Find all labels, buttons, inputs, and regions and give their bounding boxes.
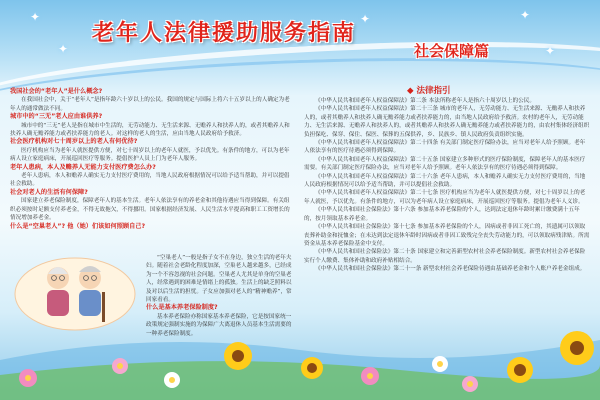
question-heading: 我国社会的“老年人”是什么概念? (10, 88, 103, 95)
cosmos-flower-icon (19, 369, 37, 387)
right-column (304, 97, 590, 274)
sunflower-icon (224, 342, 252, 370)
law-article: 《中华人民共和国老年人权益保障法》第二十三条 城市的老年人，无劳动能力、无生活来源、无赡养人和扶养人的，或者其赡养人和扶养人确无赡养能力或者扶养能力的，由当地人民政府给予救济。农村的老年人，无劳动能力、无生活来源、无赡养人和扶养人的，或者其赡养人和扶养人确无赡养能力或者扶养能力的，由农村集体经济组织负担保吃、保穿、保住、保医、保葬的五保供养，乡、民族乡、镇人民政府负责组织实施。 (304, 106, 590, 138)
law-article: 《中华人民共和国老年人权益保障法》第二十七条 医疗机构应当为老年人就医提供方便，对七十周岁以上的老年人就医，予以优先。有条件的地方，可以为老年病人设立家庭病床，开展巡回医疗等服务。提倡为老年人义诊。 (304, 190, 586, 205)
question-heading: 社会医疗机构对七十周岁以上的老人有何优待? (10, 138, 138, 146)
sparkle-icon: ✦ (545, 44, 556, 58)
cosmos-flower-icon (164, 372, 180, 388)
sparkle-icon: ✦ (360, 12, 371, 26)
question-heading: 什么是基本养老保险制度? (146, 304, 218, 312)
sparkle-icon: ✦ (520, 8, 531, 22)
answer-text: 在我国社会中，关于“老年人”是指年龄六十岁以上的公民。我国的规定与国际上将六十五岁以上的人确定为老年人的通常做法不同。 (10, 97, 290, 112)
question-heading: 城市中的“三无”老人应由谁供养? (10, 113, 103, 121)
law-article: 《中华人民共和国社会保险法》第十六条 参加基本养老保险的个人，达到法定退休年龄时累计缴费满十五年的，按月领取基本养老金。 (304, 207, 580, 222)
sparkle-icon: ✦ (58, 42, 69, 56)
law-article: 《中华人民共和国社会保险法》第二十一条 新型农村社会养老保险待遇由基础养老金和个人账户养老金组成。 (315, 266, 586, 273)
poster-title: 老年人法律援助服务指南 (92, 20, 357, 46)
sparkle-icon: ✦ (30, 10, 41, 24)
question-heading: 社会对老人的生活有何保障? (10, 188, 88, 196)
sunflower-icon (301, 357, 323, 379)
cosmos-flower-icon (462, 376, 478, 392)
law-article: 《中华人民共和国老年人权益保障法》第二条 本法所称老年人是指六十周岁以上的公民。 (315, 98, 535, 104)
law-article: 《中华人民共和国社会保险法》第十七条 参加基本养老保险的个人，因病或者非因工死亡的，其遗属可以领取丧葬补助金和抚恤金；在未达到法定退休年龄时因病或者非因工致残完全丧失劳动能力的，可以领取病残津贴。所需资金从基本养老保险基金中支付。 (304, 224, 590, 247)
section-heading: ◆ 法律指引 (407, 86, 451, 96)
poster-subtitle: 社会保障篇 (414, 42, 490, 60)
answer-text: 医疗机构应当为老年人就医提供方便，对七十周岁以上的老年人就医，予以优先。有条件的地方，可以为老年病人设立家庭病床，开展巡回医疗等服务。提倡医护人员上门为老年人服务。 (10, 147, 290, 163)
arrow-icon: ◆ (407, 86, 417, 96)
sunflower-icon (507, 357, 533, 383)
law-article: 《中华人民共和国老年人权益保障法》第二十五条 国家建立多种形式的医疗保险制度，保障老年人的基本医疗需要。有关部门制定医疗保险办法，应当对老年人给予照顾。老年人依法享有的医疗待遇必须得到保障。 (304, 156, 586, 172)
question-heading: 老年人患病，本人及赡养人无能力支付医疗费怎么办? (10, 163, 156, 171)
law-article: 《中华人民共和国老年人权益保障法》第二十六条 老年人患病，本人和赡养人确实无力支付医疗费用的，当地人民政府根据情况可以给予适当帮助，并可以提倡社会救助。 (304, 173, 586, 189)
cosmos-flower-icon (361, 367, 379, 385)
left-column (10, 88, 292, 231)
sunflower-icon (560, 331, 594, 365)
flower-field (0, 320, 600, 400)
answer-text: 老年人患病，本人和赡养人确实无力支付医疗费用的，当地人民政府根据情况可以给予适当帮助，并可以提倡社会救助。 (10, 173, 290, 188)
question-heading: 什么是“空巢老人”? 他（她）们该如何照顾自己? (10, 222, 146, 230)
law-article: 《中华人民共和国社会保险法》第二十条 国家建立和完善新型农村社会养老保险制度。新型农村社会养老保险实行个人缴费、集体补助和政府补贴相结合。 (304, 249, 586, 264)
answer-text: 基本养老保险亦称国家基本养老保险，它是按国家统一政策规定强制实施的为保障广大离退休人员基本生活需要的一种养老保险制度。 (146, 313, 292, 337)
law-article: 《中华人民共和国老年人权益保障法》第二十四条 有关部门制定医疗保险办法，应当对老年人给予照顾。老年人依法享有的医疗待遇必须得到保障。 (304, 140, 586, 155)
cosmos-flower-icon (432, 356, 448, 372)
answer-text: 城市中的“三无”老人是指在城市中生活的，无劳动能力、无生活来源、无赡养人和扶养人的，或者其赡养人和扶养人确无赡养能力或者扶养能力的老人。对这样的老人的生活，应由当地人民政府给予救济。 (10, 122, 290, 138)
cosmos-flower-icon (112, 358, 128, 374)
answer-text: “空巢老人”一般是指子女不在身边，独立生活的老年夫妇。随着社会老龄化程度加深，空巢老人越来越多，已经成为一个不容忽视的社会问题。空巢老人尤其是单身的空巢老人，经常遇到的困难是情绪上的孤独。生活上的缺乏照料以及对以后生活的担忧。子女应加强对老人的“精神赡养”，常回家看看。 (146, 255, 292, 304)
answer-text: 国家建立养老保险制度，保障老年人的基本生活。老年人依法享有的养老金和其他待遇应当得到保障。有关组织必须按时足额支付养老金，不得无故拖欠，不得挪用。国家根据经济发展、人民生活水平提高和职工工资增长的情况增加养老金。 (10, 198, 290, 222)
